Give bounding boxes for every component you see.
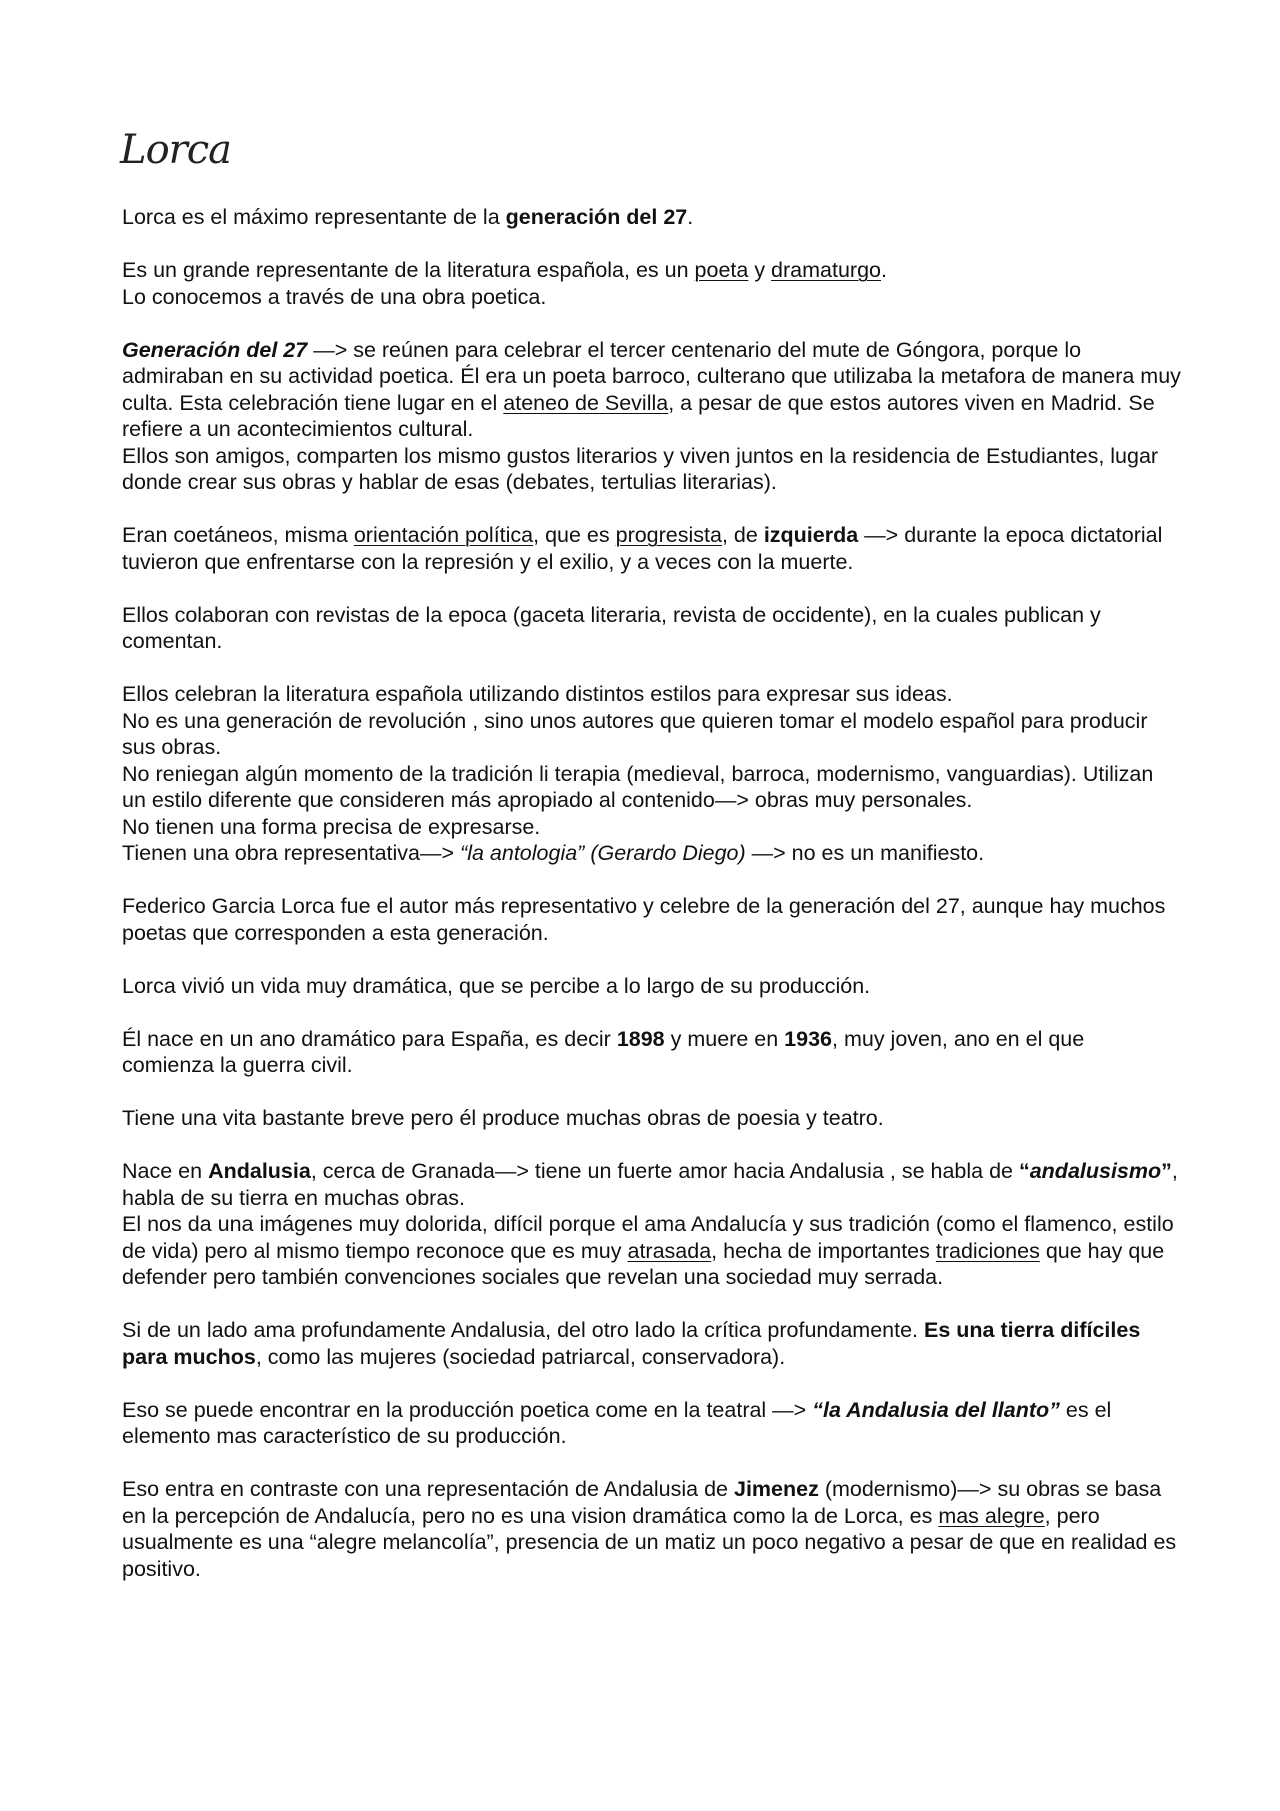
text: que hay que defender pero también convenciones sociales que revelan una sociedad muy serrada. — [122, 1238, 1165, 1289]
text: Lorca vivió un vida muy dramática, que se percibe a lo largo de su producción. — [122, 973, 871, 998]
bold-text: Jimenez — [733, 1477, 819, 1501]
text: Eso entra en contraste con una representación de Andalusia de — [122, 1477, 734, 1501]
bold-text: Es una tierra difíciles para muchos — [122, 1318, 1141, 1369]
text: , como las mujeres (sociedad patriarcal, conservadora). — [255, 1344, 786, 1369]
paragraph-13 — [122, 1397, 1182, 1450]
paragraph-9 — [122, 1026, 1182, 1079]
text: . — [687, 205, 694, 229]
text: Eran coetáneos, misma — [122, 523, 354, 547]
page-title: Lorca — [120, 127, 232, 173]
text: , de — [721, 523, 764, 547]
underlined-text: poeta — [694, 258, 749, 282]
text: , cerca de Granada—> tiene un fuerte amor hacia Andalusia , se habla de — [310, 1159, 1019, 1183]
text: No es una generación de revolución , sino unos autores que quieren tomar el modelo español para producir sus obras. — [122, 708, 1148, 759]
text: Ellos celebran la literatura española utilizando distintos estilos para expresar sus ideas. — [122, 682, 953, 706]
bold-text: 1898 — [616, 1026, 665, 1051]
text: Ellos son amigos, comparten los mismo gustos literarios y viven juntos en la residencia de Estudiantes, lugar donde crear sus obras y hablar de esas (debates, tertulias literarias). — [122, 443, 1159, 494]
text: , habla de su tierra en muchas obras. — [122, 1159, 1178, 1210]
paragraph-7 — [122, 893, 1182, 946]
text: , muy joven, ano en el que comienza la guerra civil. — [122, 1026, 1085, 1077]
text: Federico Garcia Lorca fue el autor más representativo y celebre de la generación del 27, aunque hay muchos poetas que corresponden a esta generación. — [122, 894, 1166, 945]
text: , hecha de importantes — [711, 1238, 936, 1263]
paragraph-14 — [122, 1476, 1182, 1582]
text: No reniegan algún momento de la tradición li terapia (medieval, barroca, modernismo, vanguardias). Utilizan un estilo diferente que consideren más apropiado al contenido—> obras muy personales. — [122, 761, 1154, 812]
underlined-text: ateneo de Sevilla — [503, 390, 669, 415]
italic-text: “la antologia” (Gerardo Diego) — [460, 841, 746, 865]
text: (modernismo)—> su obras se basa en la percepción de Andalucía, pero no es una vision dramática como la de Lorca, es — [122, 1477, 1162, 1528]
bold-italic-text: Generación del 27 — [122, 337, 308, 362]
text: Nace en — [122, 1159, 209, 1183]
underlined-text: progresista — [615, 523, 722, 547]
text: El nos da una imágenes muy dolorida, difícil porque el ama Andalucía y sus tradición (como el flamenco, estilo de vida) pero al mismo tiempo reconoce que es muy — [122, 1212, 1174, 1263]
text: —> se reúnen para celebrar el tercer centenario del mute de Góngora, porque lo admiraban en su actividad poetica. Él era un poeta barroco, culterano que utilizaba la metafora de manera muy culta. Esta celebración tiene lugar en el — [122, 337, 1181, 415]
text: Ellos colaboran con revistas de la epoca (gaceta literaria, revista de occidente), en la cuales publican y comentan. — [122, 602, 1101, 653]
underlined-text: atrasada — [627, 1238, 712, 1263]
bold-text: “ — [1018, 1159, 1030, 1183]
text: . — [881, 258, 887, 282]
text: , pero usualmente es una “alegre melancolía”, presencia de un matiz un poco negativo a pesar de que en realidad es positivo. — [122, 1503, 1177, 1581]
text: Él nace en un ano dramático para España, es decir — [122, 1026, 617, 1051]
paragraph-2 — [122, 257, 1182, 310]
bold-text: Andalusia — [208, 1159, 311, 1183]
paragraph-11 — [122, 1158, 1182, 1291]
paragraph-5 — [122, 602, 1182, 655]
text: Eso se puede encontrar en la producción poetica come en la teatral —> — [122, 1397, 813, 1422]
underlined-text: tradiciones — [935, 1238, 1040, 1263]
underlined-text: mas alegre — [938, 1503, 1045, 1528]
text: Tienen una obra representativa—> — [122, 841, 461, 865]
text: Lo conocemos a través de una obra poetica. — [122, 284, 547, 309]
text: Si de un lado ama profundamente Andalusia, del otro lado la crítica profundamente. — [122, 1318, 924, 1342]
paragraph-8 — [122, 973, 1182, 1000]
text: y — [748, 258, 772, 282]
bold-italic-text: “la Andalusia del llanto” — [812, 1397, 1060, 1422]
text: No tienen una forma precisa de expresarse. — [122, 814, 541, 839]
paragraph-3 — [122, 337, 1182, 496]
bold-text: 1936 — [784, 1026, 832, 1051]
text: y muere en — [664, 1026, 785, 1051]
text: Tiene una vita bastante breve pero él produce muchas obras de poesia y teatro. — [122, 1106, 884, 1130]
text: es el elemento mas característico de su producción. — [122, 1397, 1112, 1448]
text: —> no es un manifiesto. — [745, 841, 985, 865]
bold-text: generación del 27 — [505, 205, 688, 229]
paragraph-4 — [122, 522, 1182, 575]
text: , que es — [533, 523, 616, 547]
text: Es un grande representante de la literatura española, es un — [122, 258, 695, 282]
text: —> durante la epoca dictatorial tuvieron que enfrentarse con la represión y el exilio, y a veces con la muerte. — [122, 523, 1163, 574]
paragraph-1 — [122, 204, 1182, 231]
bold-text: ” — [1161, 1159, 1172, 1183]
paragraph-6 — [122, 681, 1182, 867]
underlined-text: dramaturgo — [771, 258, 881, 282]
paragraph-10 — [122, 1105, 1182, 1132]
document-page — [122, 124, 1182, 1609]
underlined-text: orientación política — [353, 523, 534, 547]
text: , a pesar de que estos autores viven en Madrid. Se refiere a un acontecimientos cultural. — [122, 390, 1155, 441]
bold-text: izquierda — [763, 523, 859, 547]
text: Lorca es el máximo representante de la — [122, 205, 506, 229]
paragraph-12 — [122, 1317, 1182, 1370]
bold-italic-text: andalusismo — [1029, 1159, 1162, 1183]
